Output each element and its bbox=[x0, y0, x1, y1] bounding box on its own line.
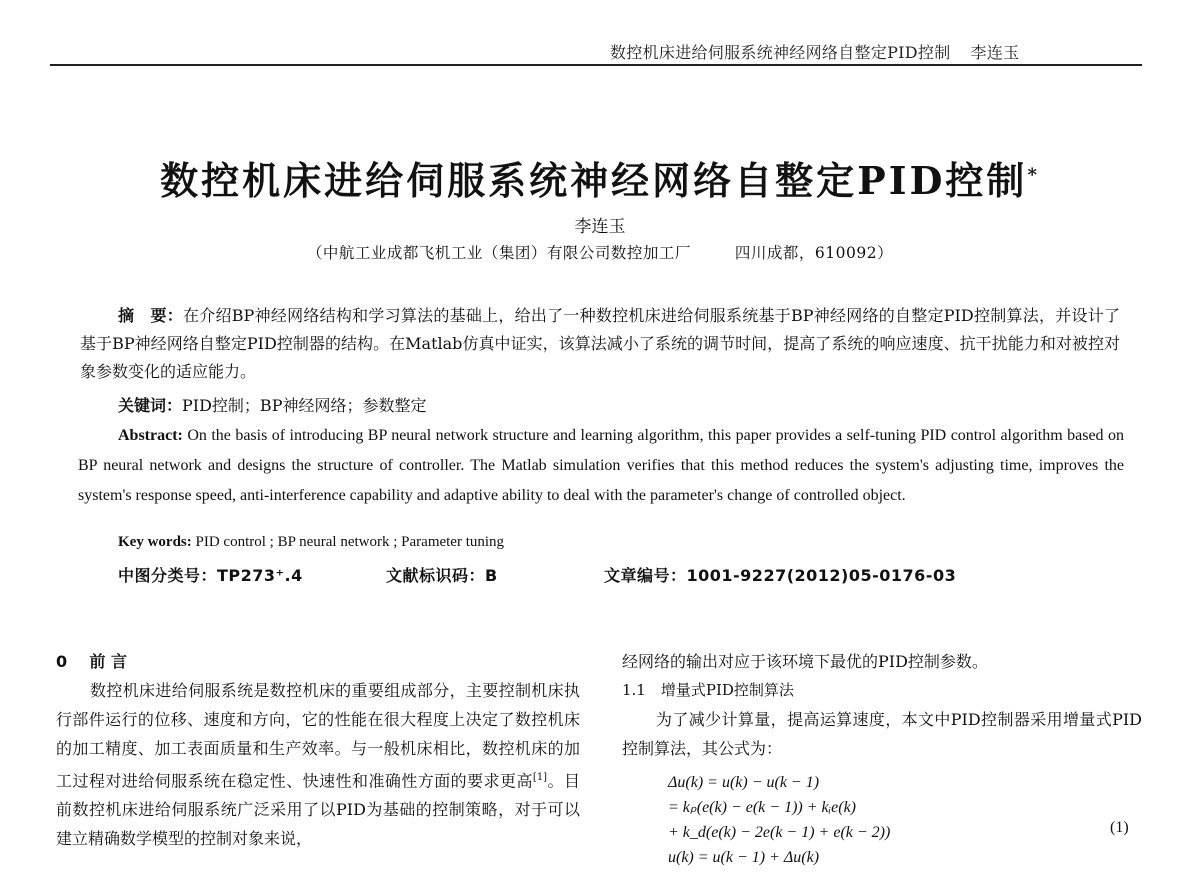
intro-paragraph bbox=[56, 676, 580, 853]
paper-title bbox=[0, 150, 1200, 205]
abstract-english-label: Abstract: bbox=[118, 427, 183, 444]
formula-line: + k_d(e(k) − 2e(k − 1) + e(k − 2)) bbox=[668, 824, 891, 841]
keywords-english bbox=[118, 534, 504, 551]
equation-number: (1) bbox=[1110, 819, 1129, 836]
section-heading bbox=[56, 647, 580, 676]
abstract-chinese bbox=[80, 302, 1120, 386]
left-column bbox=[56, 647, 580, 853]
right-column bbox=[622, 647, 1142, 763]
keywords-english-text: PID control ; BP neural network ; Parameter tuning bbox=[195, 534, 505, 550]
subsection-heading: 1.1 增量式PID控制算法 bbox=[622, 681, 794, 699]
header-rule bbox=[50, 64, 1142, 66]
keywords-english-label: Key words: bbox=[118, 534, 192, 550]
document-code: 文献标识码：B bbox=[386, 566, 498, 585]
section-number: 0 bbox=[56, 652, 68, 671]
right-column-paragraph: 为了减少计算量，提高运算速度，本文中PID控制器采用增量式PID控制算法，其公式为： bbox=[622, 710, 1142, 758]
abstract-chinese-label: 摘 要： bbox=[118, 306, 184, 325]
running-header-title: 数控机床进给伺服系统神经网络自整定PID控制 bbox=[610, 43, 951, 62]
affiliation-org: （中航工业成都飞机工业（集团）有限公司数控加工厂 bbox=[306, 244, 691, 262]
abstract-chinese-text: 在介绍BP神经网络结构和学习算法的基础上，给出了一种数控机床进给伺服系统基于BP神经网络的自整定PID控制算法，并设计了基于BP神经网络自整定PID控制器的结构。在Matlab仿真中证实，该算法减小了系统的调节时间，提高了系统的响应速度、抗干扰能力和对被控对象参数变化的适应能力。 bbox=[80, 306, 1120, 381]
clc-number: 中图分类号：TP273⁺.4 bbox=[118, 566, 303, 585]
section-title: 前 言 bbox=[89, 652, 127, 671]
abstract-english-text: On the basis of introducing BP neural network structure and learning algorithm, this paper provides a self-tuning PID control algorithm based on BP neural network and designs the structure of controller. The Matlab simulation verifies that this method reduces the system's adjusting time, improves the system's response speed, anti-interference capability and adaptive ability to deal with the parameter's change of controlled object. bbox=[78, 427, 1125, 504]
paper-title-text: 数控机床进给伺服系统神经网络自整定PID控制 bbox=[160, 158, 1028, 203]
title-footnote-mark: * bbox=[1027, 164, 1040, 186]
formula-line: = kₚ(e(k) − e(k − 1)) + kᵢe(k) bbox=[668, 799, 857, 816]
intro-paragraph-end: 。目前数控机床进给伺服系统广泛采用了以PID为基础的控制策略，对于可以建立精确数学模型的控制对象来说， bbox=[56, 771, 580, 849]
keywords-chinese-text: PID控制；BP神经网络；参数整定 bbox=[182, 396, 427, 415]
keywords-chinese bbox=[118, 393, 426, 416]
intro-paragraph-text: 数控机床进给伺服系统是数控机床的重要组成部分，主要控制机床执行部件运行的位移、速度和方向，它的性能在很大程度上决定了数控机床的加工精度、加工表面质量和生产效率。与一般机床相比，数控机床的加工过程对进给伺服系统在稳定性、快速性和准确性方面的要求更高 bbox=[56, 681, 580, 791]
citation-mark: [1] bbox=[532, 772, 548, 783]
author-name: 李连玉 bbox=[574, 217, 626, 237]
running-header bbox=[610, 40, 1019, 63]
formula-line: Δu(k) = u(k) − u(k − 1) bbox=[668, 774, 820, 791]
running-header-author: 李连玉 bbox=[970, 43, 1020, 62]
formula-line: u(k) = u(k − 1) + Δu(k) bbox=[668, 849, 820, 866]
abstract-english bbox=[78, 421, 1124, 511]
affiliation bbox=[0, 241, 1200, 263]
right-column-first-line: 经网络的输出对应于该环境下最优的PID控制参数。 bbox=[622, 652, 988, 671]
keywords-chinese-label: 关键词： bbox=[118, 396, 183, 415]
article-number: 文章编号：1001-9227(2012)05-0176-03 bbox=[604, 566, 957, 585]
affiliation-city: 四川成都，610092） bbox=[734, 244, 894, 262]
formula-block bbox=[668, 770, 890, 870]
